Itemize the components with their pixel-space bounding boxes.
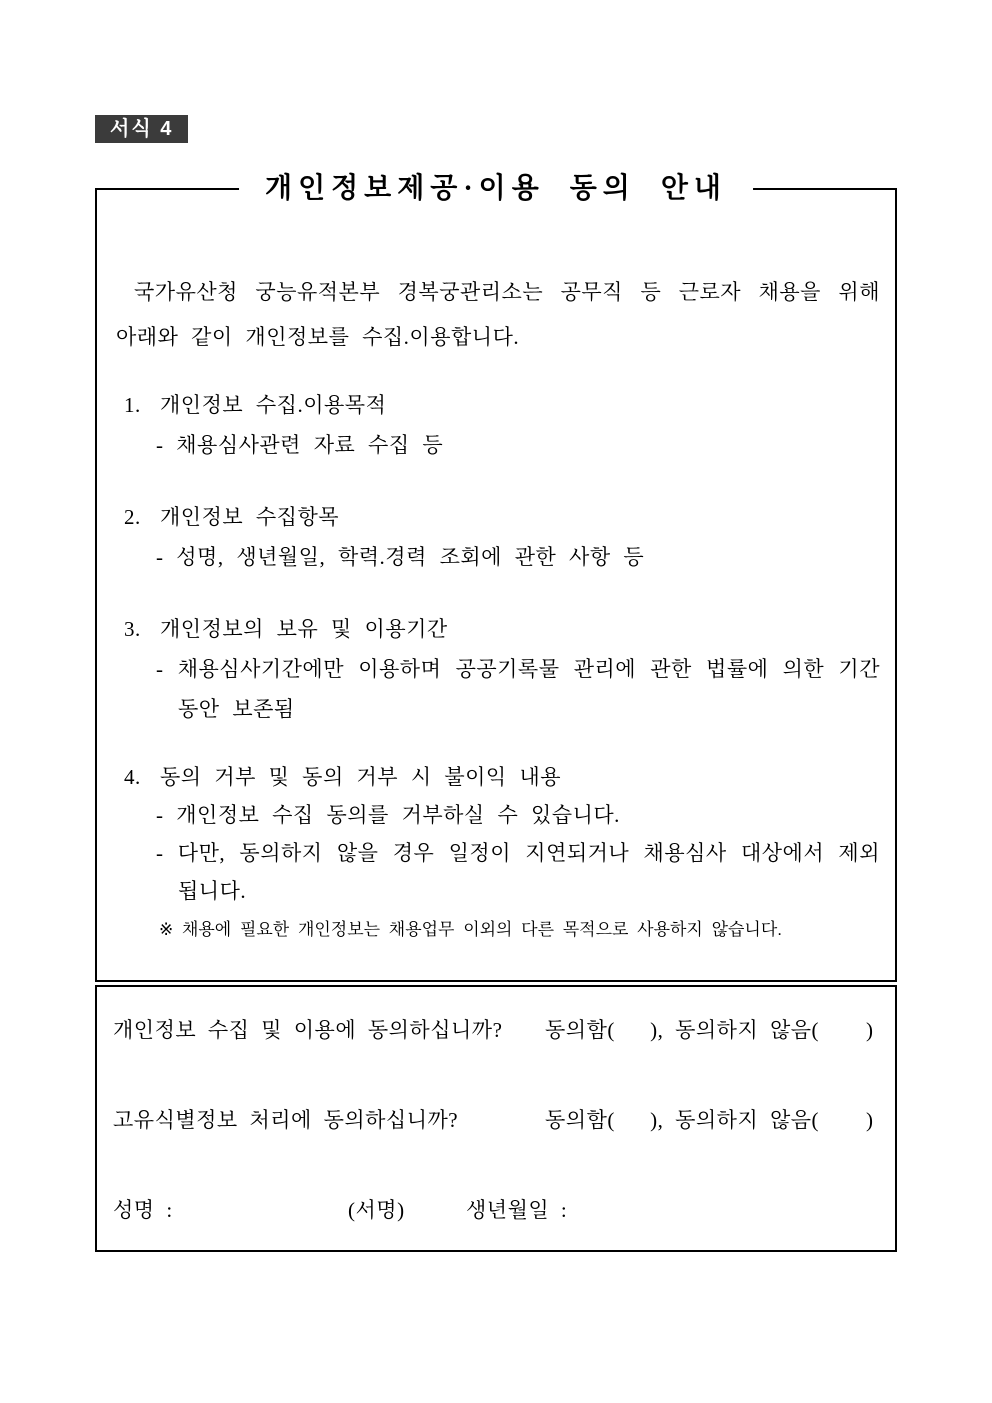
item-heading-text: 개인정보의 보유 및 이용기간 (160, 617, 448, 641)
item-number: 2. (124, 505, 141, 529)
list-item-1 (124, 385, 880, 465)
item-detail: - 채용심사기간에만 이용하며 공공기록물 관리에 관한 법률에 의한 기간 동안 보존됨 (156, 657, 880, 721)
document-title: 개인정보제공·이용 동의 안내 (239, 168, 753, 210)
item-heading-text: 동의 거부 및 동의 거부 시 불이익 내용 (160, 765, 562, 789)
item-heading (124, 758, 880, 796)
item-detail: - 성명, 생년월일, 학력.경력 조회에 관한 사항 등 (156, 545, 645, 569)
consent-options: 동의함( ), 동의하지 않음( ) (545, 1108, 874, 1132)
item-heading-text: 개인정보 수집.이용목적 (160, 393, 387, 417)
signature-row (113, 1195, 879, 1225)
item-heading (124, 385, 880, 425)
consent-answer-content (97, 1015, 895, 1225)
consent-options: 동의함( ), 동의하지 않음( ) (545, 1018, 874, 1042)
item-detail: - 채용심사관련 자료 수집 등 (156, 433, 444, 457)
item-heading (124, 497, 880, 537)
item-number: 3. (124, 617, 141, 641)
intro-paragraph: 국가유산청 궁능유적본부 경복궁관리소는 공무직 등 근로자 채용을 위해 아래와 같이 개인정보를 수집.이용합니다. (116, 280, 880, 349)
consent-row-unique-id (113, 1105, 879, 1135)
name-label: 성명 : (113, 1198, 173, 1222)
consent-question: 개인정보 수집 및 이용에 동의하십니까? (113, 1018, 503, 1042)
list-item-4 (124, 758, 880, 910)
list-item-3 (124, 609, 880, 729)
birthdate-label: 생년월일 : (466, 1198, 568, 1222)
signature-label: (서명) (348, 1198, 405, 1222)
consent-question: 고유식별정보 처리에 동의하십니까? (113, 1108, 459, 1132)
list-item-2 (124, 497, 880, 577)
item-detail: - 개인정보 수집 동의를 거부하실 수 있습니다. (156, 803, 620, 827)
consent-info-content (97, 270, 895, 944)
item-heading (124, 609, 880, 649)
form-number-badge: 서식 4 (95, 115, 188, 143)
item-number: 4. (124, 765, 141, 789)
item-heading-text: 개인정보 수집항목 (160, 505, 340, 529)
consent-info-box (95, 173, 897, 982)
note-line: ※ 채용에 필요한 개인정보는 채용업무 이외의 다른 목적으로 사용하지 않습니다. (159, 920, 782, 939)
consent-answer-box (95, 985, 897, 1252)
item-number: 1. (124, 393, 141, 417)
consent-row-collection (113, 1015, 879, 1045)
item-detail: - 다만, 동의하지 않을 경우 일정이 지연되거나 채용심사 대상에서 제외됩니다. (156, 841, 880, 903)
